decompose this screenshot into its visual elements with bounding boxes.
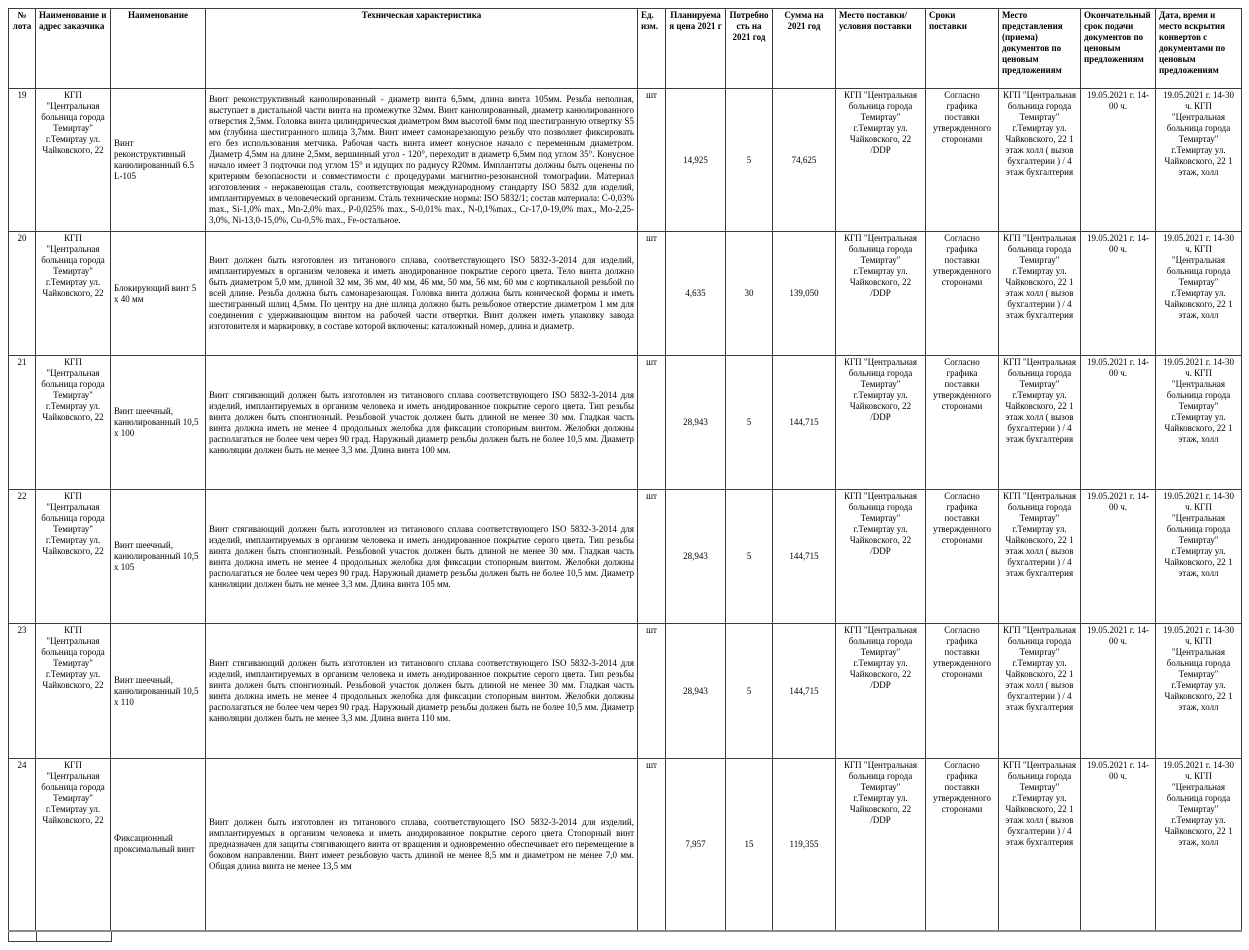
cell-qty: 5 (726, 490, 773, 624)
cell-sum: 74,625 (773, 89, 836, 232)
cell-docs-place: КГП "Центральная больница города Темиртау" г.Темиртау ул. Чайковского, 22 1 этаж холл ( вызов бухгалтерии ) / 4 этаж бухгалтерия (999, 232, 1081, 356)
cell-docs-place: КГП "Центральная больница города Темиртау" г.Темиртау ул. Чайковского, 22 1 этаж холл ( вызов бухгалтерии ) / 4 этаж бухгалтерия (999, 490, 1081, 624)
cell-unit: шт (638, 490, 666, 624)
cell-spec: Винт должен быть изготовлен из титанового сплава, соответствующего ISO 5832-3-2014 для изделий, имплантируемых в организм человека и иметь анодированное покрытие серого цвета. Тело винта должно быть диаметром 5,0 мм, длиной 32 мм, 36 мм, 40 мм, 46 мм, 50 мм, 56 мм, 60 мм с кортикальной резьбой по всей длине. Резьба должна быть самонарезающая. Головка винта должна быть конической формы и иметь шестигранный шлиц 4,5мм. По центру на дне шлица должно быть резьбовое отверстие диаметром 1 мм для соединения с удерживающим винтом на рабочей части отвертки. Винт должен иметь упаковку завода изготовителя и маркировку, в составе которой включены: каталожный номер, длина и диаметр. (206, 232, 638, 356)
cell-delivery-terms: Согласно графика поставки утвержденного сторонами (926, 759, 999, 931)
col-header-sum: Сумма на 2021 год (773, 9, 836, 89)
cell-delivery-place: КГП "Центральная больница города Темиртау" г.Темиртау ул. Чайковского, 22 /DDP (836, 232, 926, 356)
cell-deadline: 19.05.2021 г. 14-00 ч. (1081, 232, 1156, 356)
cell-price: 4,635 (666, 232, 726, 356)
next-row-partial-lot-cell (9, 932, 37, 941)
cell-spec: Винт стягивающий должен быть изготовлен из титанового сплава соответствующего ISO 5832-3-2014 для изделий, имплантируемых в организм человека и иметь анодированное покрытие серого цвета. Тип резьбы винта должен быть спонгиозный. Резьбовой участок должен быть длиной не менее 30 мм. Гладкая часть винта должна иметь не менее 4 продольных желобка для фиксации стопорным винтом. Желобки должны располагаться не более чем через 90 град. Наружный диаметр резьбы должен быть не более 10,5 мм. Диаметр канюляции должен быть не менее 3,3 мм. Длина винта 100 мм. (206, 356, 638, 490)
procurement-lots-table (8, 8, 1242, 932)
cell-opening: 19.05.2021 г. 14-30 ч. КГП "Центральная больница города Темиртау" г.Темиртау ул. Чайковского, 22 1 этаж, холл (1156, 232, 1242, 356)
cell-delivery-terms: Согласно графика поставки утвержденного сторонами (926, 624, 999, 759)
table-row (9, 624, 1242, 759)
cell-name: Винт шеечный, канюлированный 10,5 х 105 (111, 490, 206, 624)
cell-delivery-place: КГП "Центральная больница города Темиртау" г.Темиртау ул. Чайковского, 22 /DDP (836, 89, 926, 232)
cell-sum: 139,050 (773, 232, 836, 356)
cell-lot: 20 (9, 232, 36, 356)
cell-lot: 23 (9, 624, 36, 759)
col-header-spec: Техническая характеристика (206, 9, 638, 89)
cell-price: 28,943 (666, 624, 726, 759)
table-row (9, 232, 1242, 356)
cell-name: Фиксационный проксимальный винт (111, 759, 206, 931)
cell-deadline: 19.05.2021 г. 14-00 ч. (1081, 89, 1156, 232)
cell-delivery-terms: Согласно графика поставки утвержденного сторонами (926, 89, 999, 232)
table-row (9, 759, 1242, 931)
cell-spec: Винт реконструктивный канюлированный - диаметр винта 6,5мм, длина винта 105мм. Резьба неполная, выступает в дистальной части винта на промежутке 32мм. Винт канюлированный, диаметр канюлированного отверстия 2,5мм. Головка винта цилиндрическая диаметром 8мм высотой 6мм под шестигранную отвертку S5 мм (глубина шестигранного шлица 3,7мм. Винт имеет самонарезающую резьбу что позволяет фиксировать его без использования метчика. Рабочая часть винта имеет конусное начало с переменным диаметром. Диаметр 4,5мм на длине 2,5мм, вершинный угол - 120°, переходит в диаметр 6,5мм под углом 35°. Конусное начало имеет 3 подточки под углом 15° и идущих по радиусу R20мм. Имплантаты должны быть оценены по критериям безопасности и совместимости с процедурами магнитно-резонансной томографии. Материал изготовления - нержавеющая сталь, соответствующая международному стандарту ISO 5832 для изделий, имплантируемых в человеческий организм. Сталь технические нормы: ISO 5832/1; состав материала: C-0,03% max., Si-1,0% max., Mn-2,0% max., P-0,025% max., S-0,01% max., N-0,1%max., Cr-17,0-19,0% max., Mo-2,25-3,0%, Ni-13,0-15,0%, Cu-0,5% max., Fe-остальное. (206, 89, 638, 232)
cell-price: 7,957 (666, 759, 726, 931)
col-header-opening: Дата, время и место вскрытия конвертов с документами по ценовым предложениям (1156, 9, 1242, 89)
cell-opening: 19.05.2021 г. 14-30 ч. КГП "Центральная больница города Темиртау" г.Темиртау ул. Чайковского, 22 1 этаж, холл (1156, 89, 1242, 232)
cell-opening: 19.05.2021 г. 14-30 ч. КГП "Центральная больница города Темиртау" г.Темиртау ул. Чайковского, 22 1 этаж, холл (1156, 624, 1242, 759)
cell-price: 28,943 (666, 490, 726, 624)
next-row-partial (8, 932, 112, 942)
cell-unit: шт (638, 356, 666, 490)
cell-delivery-terms: Согласно графика поставки утвержденного сторонами (926, 490, 999, 624)
col-header-docs-place: Место представления (приема) документов по ценовым предложениям (999, 9, 1081, 89)
cell-deadline: 19.05.2021 г. 14-00 ч. (1081, 624, 1156, 759)
cell-delivery-terms: Согласно графика поставки утвержденного сторонами (926, 232, 999, 356)
cell-delivery-terms: Согласно графика поставки утвержденного сторонами (926, 356, 999, 490)
cell-docs-place: КГП "Центральная больница города Темиртау" г.Темиртау ул. Чайковского, 22 1 этаж холл ( вызов бухгалтерии ) / 4 этаж бухгалтерия (999, 356, 1081, 490)
cell-deadline: 19.05.2021 г. 14-00 ч. (1081, 356, 1156, 490)
cell-unit: шт (638, 232, 666, 356)
cell-opening: 19.05.2021 г. 14-30 ч. КГП "Центральная больница города Темиртау" г.Темиртау ул. Чайковского, 22 1 этаж, холл (1156, 759, 1242, 931)
col-header-qty: Потребность на 2021 год (726, 9, 773, 89)
cell-spec: Винт стягивающий должен быть изготовлен из титанового сплава соответствующего ISO 5832-3-2014 для изделий, имплантируемых в организм человека и иметь анодированное покрытие серого цвета. Тип резьбы винта должен быть спонгиозный. Резьбовой участок должен быть длиной не менее 30 мм. Гладкая часть винта должна иметь не менее 4 продольных желобка для фиксации стопорным винтом. Желобки должны располагаться не более чем через 90 град. Наружный диаметр резьбы должен быть не более 10,5 мм. Диаметр канюляции должен быть не менее 3,3 мм. Длина винта 110 мм. (206, 624, 638, 759)
cell-lot: 19 (9, 89, 36, 232)
cell-docs-place: КГП "Центральная больница города Темиртау" г.Темиртау ул. Чайковского, 22 1 этаж холл ( вызов бухгалтерии ) / 4 этаж бухгалтерия (999, 89, 1081, 232)
cell-delivery-place: КГП "Центральная больница города Темиртау" г.Темиртау ул. Чайковского, 22 /DDP (836, 356, 926, 490)
cell-customer: КГП "Центральная больница города Темиртау" г.Темиртау ул. Чайковского, 22 (36, 624, 111, 759)
cell-sum: 119,355 (773, 759, 836, 931)
cell-price: 28,943 (666, 356, 726, 490)
table-row (9, 89, 1242, 232)
cell-lot: 24 (9, 759, 36, 931)
cell-lot: 21 (9, 356, 36, 490)
cell-opening: 19.05.2021 г. 14-30 ч. КГП "Центральная больница города Темиртау" г.Темиртау ул. Чайковского, 22 1 этаж, холл (1156, 356, 1242, 490)
cell-unit: шт (638, 89, 666, 232)
cell-customer: КГП "Центральная больница города Темиртау" г.Темиртау ул. Чайковского, 22 (36, 356, 111, 490)
cell-spec: Винт стягивающий должен быть изготовлен из титанового сплава соответствующего ISO 5832-3-2014 для изделий, имплантируемых в организм человека и иметь анодированное покрытие серого цвета. Тип резьбы винта должен быть спонгиозный. Резьбовой участок должен быть длиной не менее 30 мм. Гладкая часть винта должна иметь не менее 4 продольных желобка для фиксации стопорным винтом. Желобки должны располагаться не более чем через 90 град. Наружный диаметр резьбы должен быть не более 10,5 мм. Диаметр канюляции должен быть не менее 3,3 мм. Длина винта 105 мм. (206, 490, 638, 624)
col-header-name: Наименование (111, 9, 206, 89)
cell-deadline: 19.05.2021 г. 14-00 ч. (1081, 759, 1156, 931)
col-header-unit: Ед. изм. (638, 9, 666, 89)
table-row (9, 490, 1242, 624)
cell-lot: 22 (9, 490, 36, 624)
cell-delivery-place: КГП "Центральная больница города Темиртау" г.Темиртау ул. Чайковского, 22 /DDP (836, 490, 926, 624)
cell-docs-place: КГП "Центральная больница города Темиртау" г.Темиртау ул. Чайковского, 22 1 этаж холл ( вызов бухгалтерии ) / 4 этаж бухгалтерия (999, 759, 1081, 931)
cell-name: Блокирующий винт 5 х 40 мм (111, 232, 206, 356)
cell-sum: 144,715 (773, 624, 836, 759)
cell-qty: 30 (726, 232, 773, 356)
cell-name: Винт шеечный, канюлированный 10,5 х 110 (111, 624, 206, 759)
cell-sum: 144,715 (773, 490, 836, 624)
col-header-delivery-place: Место поставки/условия поставки (836, 9, 926, 89)
cell-customer: КГП "Центральная больница города Темиртау" г.Темиртау ул. Чайковского, 22 (36, 759, 111, 931)
cell-spec: Винт должен быть изготовлен из титанового сплава, соответствующего ISO 5832-3-2014 для изделий, имплантируемых в организм человека и иметь анодированное покрытие серого цвета Стопорный винт предназначен для защиты стягивающего винта от вращения и одновременно обеспечивает его перемещение в боковом направлении. Винт имеет резьбовую часть длиной не менее 8,5 мм и диаметром не менее 7,0 мм. Общая длина винта не менее 13,5 мм (206, 759, 638, 931)
col-header-price: Планируемая цена 2021 г (666, 9, 726, 89)
cell-unit: шт (638, 624, 666, 759)
cell-unit: шт (638, 759, 666, 931)
col-header-deadline: Окончательный срок подачи документов по ценовым предложениям (1081, 9, 1156, 89)
cell-customer: КГП "Центральная больница города Темиртау" г.Темиртау ул. Чайковского, 22 (36, 232, 111, 356)
cell-customer: КГП "Центральная больница города Темиртау" г.Темиртау ул. Чайковского, 22 (36, 490, 111, 624)
col-header-lot: № лота (9, 9, 36, 89)
cell-qty: 5 (726, 624, 773, 759)
cell-sum: 144,715 (773, 356, 836, 490)
cell-docs-place: КГП "Центральная больница города Темиртау" г.Темиртау ул. Чайковского, 22 1 этаж холл ( вызов бухгалтерии ) / 4 этаж бухгалтерия (999, 624, 1081, 759)
cell-customer: КГП "Центральная больница города Темиртау" г.Темиртау ул. Чайковского, 22 (36, 89, 111, 232)
cell-delivery-place: КГП "Центральная больница города Темиртау" г.Темиртау ул. Чайковского, 22 /DDP (836, 624, 926, 759)
col-header-delivery-terms: Сроки поставки (926, 9, 999, 89)
cell-qty: 5 (726, 356, 773, 490)
cell-name: Винт реконструктивный канюлированный 6.5 L-105 (111, 89, 206, 232)
cell-name: Винт шеечный, канюлированный 10,5 х 100 (111, 356, 206, 490)
cell-opening: 19.05.2021 г. 14-30 ч. КГП "Центральная больница города Темиртау" г.Темиртау ул. Чайковского, 22 1 этаж, холл (1156, 490, 1242, 624)
cell-qty: 15 (726, 759, 773, 931)
header-row (9, 9, 1242, 89)
cell-deadline: 19.05.2021 г. 14-00 ч. (1081, 490, 1156, 624)
cell-price: 14,925 (666, 89, 726, 232)
cell-qty: 5 (726, 89, 773, 232)
table-row (9, 356, 1242, 490)
col-header-customer: Наименование и адрес заказчика (36, 9, 111, 89)
cell-delivery-place: КГП "Центральная больница города Темиртау" г.Темиртау ул. Чайковского, 22 /DDP (836, 759, 926, 931)
